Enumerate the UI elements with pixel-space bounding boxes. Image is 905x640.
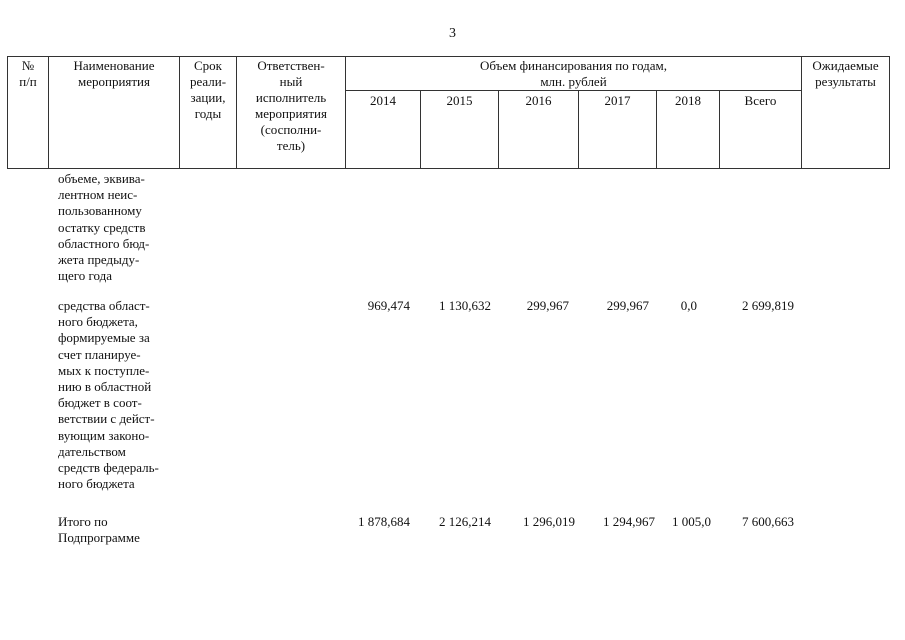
header-name: Наименование мероприятия [73, 58, 155, 89]
row-2-2014: 969,474 [367, 298, 410, 313]
header-year-2014: 2014 [370, 93, 396, 108]
funding-subheader-divider [345, 90, 801, 91]
row-3-2015: 2 126,214 [439, 514, 491, 529]
col-border [889, 56, 890, 169]
row-2-name: средства област- ного бюджета, формируемые за счет планируе- мых к поступле- нию в областной бюджет в соот- ветствии с дейст- вующим законо- дательством средств федераль- ного бюджета [58, 298, 159, 492]
row-2-2017: 299,967 [606, 298, 649, 313]
header-no: № п/п [19, 58, 37, 89]
header-top-border [7, 56, 889, 57]
row-3-2018: 1 005,0 [672, 514, 711, 529]
row-1-name: объеме, эквива- лентном неис- пользованному остатку средств областного бюд- жета предыду- щего года [58, 171, 150, 284]
header-year-2018: 2018 [675, 93, 701, 108]
header-year-2016: 2016 [525, 93, 552, 108]
row-2-2018: 0,0 [680, 298, 697, 313]
header-results: Ожидаемые результаты [812, 58, 879, 89]
row-2-2015: 1 130,632 [439, 298, 491, 313]
row-3-name: Итого по Подпрограмме [58, 514, 140, 546]
row-2-total: 2 699,819 [742, 298, 794, 313]
header-responsible: Ответствен- ный исполнитель мероприятия (сосполни- тель) [254, 58, 327, 153]
row-3-total: 7 600,663 [742, 514, 794, 529]
header-term: Срок реали- зации, годы [189, 58, 227, 121]
header-funding: Объем финансирования по годам, млн. рублей [479, 58, 668, 89]
header-year-2015: 2015 [446, 93, 473, 108]
row-2-2016: 299,967 [526, 298, 569, 313]
row-3-2016: 1 296,019 [523, 514, 575, 529]
header-total: Всего [744, 93, 777, 108]
header-year-2017: 2017 [604, 93, 631, 108]
row-3-2014: 1 878,684 [358, 514, 410, 529]
page-number: 3 [449, 26, 456, 41]
row-3-2017: 1 294,967 [603, 514, 655, 529]
header-bottom-border [7, 168, 889, 169]
